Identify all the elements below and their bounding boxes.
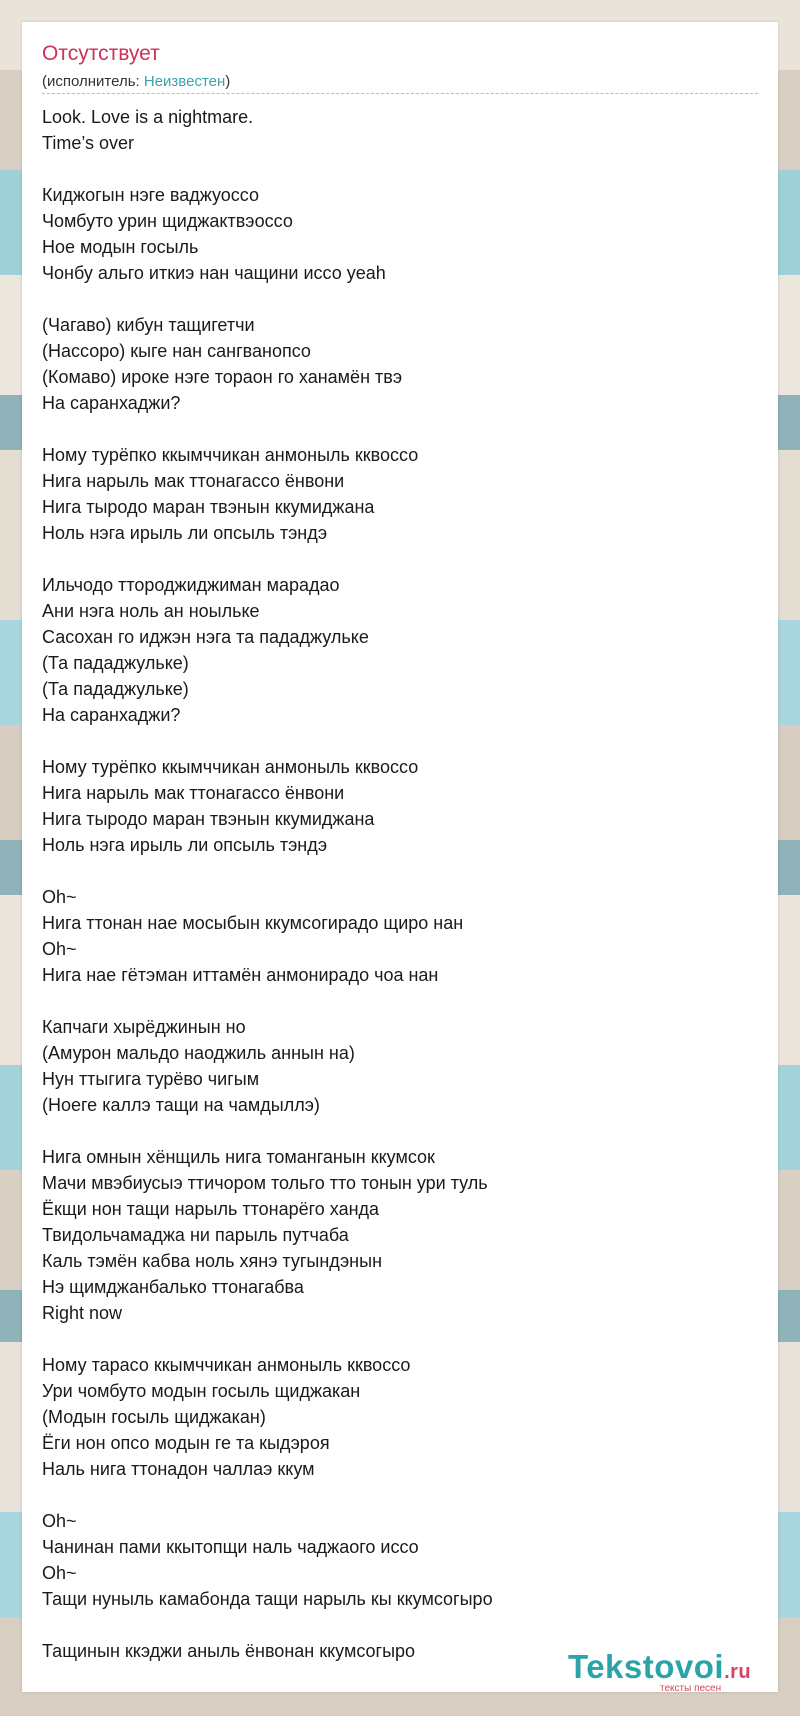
lyric-line: (Нассоро) кыге нан сангванопсо <box>42 341 311 361</box>
artist-link[interactable]: Неизвестен <box>143 73 226 90</box>
lyric-line: Right now <box>42 1303 123 1323</box>
lyric-line: Нига тыродо маран твэнын ккумиджана <box>42 497 375 517</box>
stanza-break <box>42 286 758 312</box>
lyric-line: Твидольчамаджа ни парыль путчаба <box>42 1225 349 1245</box>
lyric-line: Наль нига ттонадон чаллаэ ккум <box>42 1459 315 1479</box>
lyric-line: Нига нарыль мак ттонагассо ёнвони <box>42 783 345 803</box>
logo-tagline: тексты песен <box>660 1683 722 1694</box>
lyric-line: (Та пададжульке) <box>42 679 189 699</box>
lyric-line: Ному турёпко ккымччикан анмоныль кквоссо <box>42 445 419 465</box>
artist-suffix: ) <box>225 73 231 90</box>
lyric-line: (Ноеге каллэ тащи на чамдыллэ) <box>42 1095 320 1115</box>
lyric-line: На саранхаджи? <box>42 393 181 413</box>
lyric-line: Чомбуто урин щиджактвэоссо <box>42 211 293 231</box>
lyric-line: Oh~ <box>42 887 77 907</box>
lyric-line: Чонбу альго иткиэ нан чащини иссо yeah <box>42 263 386 283</box>
lyric-line: Нун ттыгига турёво чигым <box>42 1069 260 1089</box>
lyric-line: Нэ щимджанбалько ттонагабва <box>42 1277 304 1297</box>
song-title: Отсутствует <box>42 42 160 65</box>
logo-tld: .ru <box>724 1661 752 1683</box>
lyric-line: Нига нае гётэман иттамён анмонирадо чоа нан <box>42 965 439 985</box>
lyric-line: (Та пададжульке) <box>42 653 189 673</box>
lyric-line: Нига нарыль мак ттонагассо ёнвони <box>42 471 345 491</box>
lyric-line: (Модын госыль щиджакан) <box>42 1407 266 1427</box>
stanza-break <box>42 1482 758 1508</box>
lyric-line: Тащи нуныль камабонда тащи нарыль кы ккумсогыро <box>42 1589 493 1609</box>
lyric-line: Чанинан пами ккытопщи наль чаджаого иссо <box>42 1537 419 1557</box>
lyric-line: Капчаги хырёджинын но <box>42 1017 246 1037</box>
lyrics-card <box>22 22 778 1692</box>
lyric-line: Ноль нэга ирыль ли опсыль тэндэ <box>42 835 328 855</box>
lyric-line: Ильчодо ттороджиджиман марадао <box>42 575 340 595</box>
stanza-break <box>42 1612 758 1638</box>
stanza-break <box>42 416 758 442</box>
stanza-break <box>42 728 758 754</box>
lyric-line: Нига омнын хёнщиль нига томанганын ккумсок <box>42 1147 435 1167</box>
stanza-break <box>42 858 758 884</box>
lyric-line: Нига ттонан нае мосыбын ккумсогирадо щиро нан <box>42 913 464 933</box>
lyric-line: (Комаво) ироке нэге тораон го ханамён твэ <box>42 367 402 387</box>
lyric-line: Ное модын госыль <box>42 237 199 257</box>
lyric-line: Сасохан го иджэн нэга та пададжульке <box>42 627 369 647</box>
lyric-line: Киджогын нэге ваджуоссо <box>42 185 259 205</box>
lyric-line: Мачи мвэбиусыэ ттичором тольго тто тонын ури туль <box>42 1173 488 1193</box>
site-logo[interactable] <box>568 1650 768 1698</box>
lyric-line: Ани нэга ноль ан ноыльке <box>42 601 260 621</box>
lyric-line: Ному тарасо ккымччикан анмоныль кквоссо <box>42 1355 411 1375</box>
lyric-line: Oh~ <box>42 1563 77 1583</box>
logo-name: Tekstovoi <box>568 1648 725 1685</box>
lyric-line: Ёкщи нон тащи нарыль ттонарёго ханда <box>42 1199 380 1219</box>
stanza-break <box>42 1326 758 1352</box>
lyric-line: Time’s over <box>42 133 135 153</box>
lyric-line: Look. Love is a nightmare. <box>42 107 254 127</box>
lyric-line: Тащинын ккэджи аныль ёнвонан ккумсогыро <box>42 1641 416 1661</box>
lyric-line: Ному турёпко ккымччикан анмоныль кквоссо <box>42 757 419 777</box>
artist-line <box>42 73 758 94</box>
lyric-line: Ёги нон опсо модын ге та кыдэроя <box>42 1433 330 1453</box>
lyric-line: (Амурон мальдо наоджиль аннын на) <box>42 1043 355 1063</box>
stanza-break <box>42 1118 758 1144</box>
lyric-line: (Чагаво) кибун тащигетчи <box>42 315 255 335</box>
lyric-line: Нига тыродо маран твэнын ккумиджана <box>42 809 375 829</box>
lyrics-text <box>42 104 758 1664</box>
stanza-break <box>42 546 758 572</box>
lyric-line: Ноль нэга ирыль ли опсыль тэндэ <box>42 523 328 543</box>
lyric-line: Каль тэмён кабва ноль хянэ тугындэнын <box>42 1251 383 1271</box>
lyric-line: На саранхаджи? <box>42 705 181 725</box>
lyric-line: Oh~ <box>42 939 77 959</box>
artist-prefix: (исполнитель: <box>42 73 144 90</box>
stanza-break <box>42 988 758 1014</box>
stanza-break <box>42 156 758 182</box>
lyric-line: Oh~ <box>42 1511 77 1531</box>
lyric-line: Ури чомбуто модын госыль щиджакан <box>42 1381 361 1401</box>
